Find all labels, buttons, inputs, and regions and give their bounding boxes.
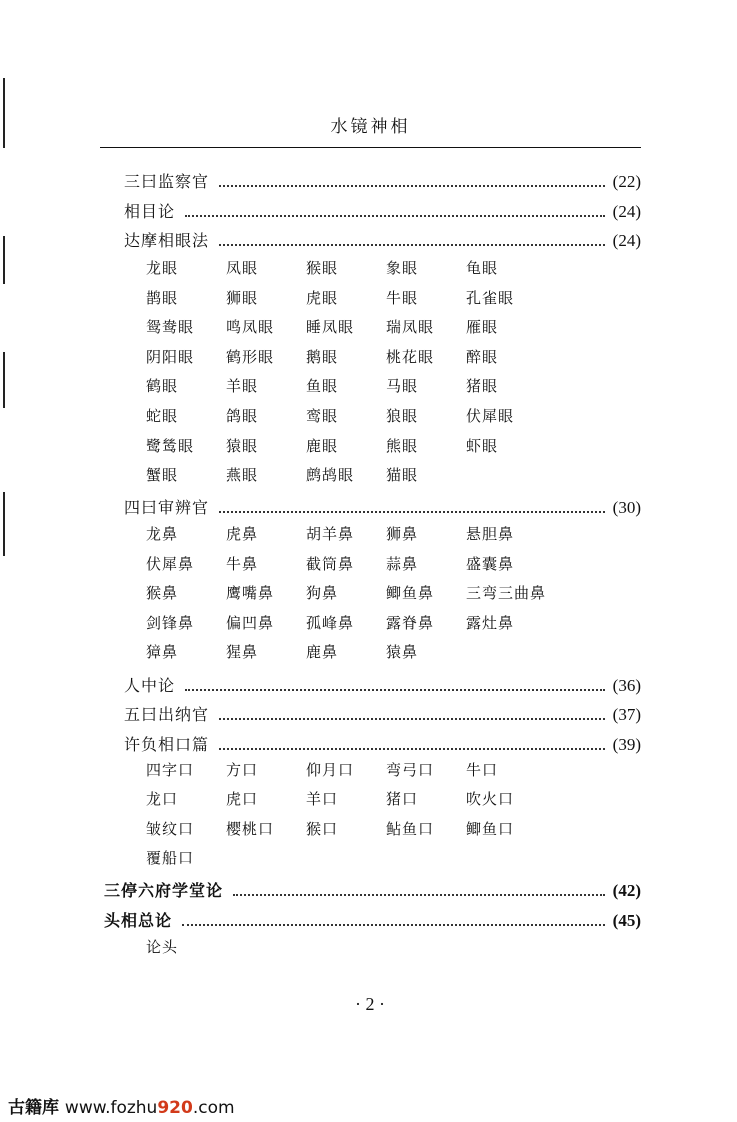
eye-type-row — [146, 315, 586, 339]
eye-type: 狼眼 — [386, 407, 419, 425]
toc-leader-dots — [185, 215, 605, 217]
mouth-type-row — [146, 758, 586, 782]
toc-entry — [104, 905, 641, 931]
nose-type: 露脊鼻 — [386, 613, 435, 632]
eye-type-row — [146, 345, 586, 369]
toc-leader-dots — [219, 244, 605, 246]
mouth-type: 猪口 — [386, 790, 419, 809]
toc-entry — [124, 699, 641, 725]
mouth-type: 牛口 — [466, 761, 499, 779]
eye-type-row — [146, 404, 586, 428]
eye-type: 虎眼 — [306, 288, 339, 307]
eye-type: 蛇眼 — [146, 407, 179, 425]
scan-edge-line — [3, 78, 5, 148]
nose-type: 猴鼻 — [146, 584, 179, 603]
eye-type: 熊眼 — [386, 436, 419, 455]
toc-page-number: (22) — [612, 172, 641, 191]
nose-type: 牛鼻 — [226, 554, 259, 573]
mouth-type: 樱桃口 — [226, 819, 275, 838]
eye-type: 马眼 — [386, 377, 419, 396]
nose-type: 虎鼻 — [226, 525, 259, 543]
toc-page-number: (39) — [612, 735, 641, 754]
nose-type: 蒜鼻 — [386, 554, 419, 573]
mouth-type: 羊口 — [306, 790, 339, 809]
eye-type: 鹅眼 — [306, 347, 339, 366]
mouth-type: 四字口 — [146, 761, 195, 779]
eye-type: 鹧鸪眼 — [306, 466, 355, 485]
toc-leader-dots — [219, 185, 605, 187]
eye-type: 猿眼 — [226, 436, 259, 455]
eye-type-row — [146, 286, 586, 310]
toc-leader-dots — [185, 689, 605, 691]
toc-leader-dots — [219, 718, 605, 720]
mouth-type: 鲇鱼口 — [386, 819, 435, 838]
eye-type: 鹤形眼 — [226, 347, 275, 366]
site-watermark — [8, 1093, 235, 1118]
nose-type: 猩鼻 — [226, 643, 259, 662]
toc-leader-dots — [182, 924, 605, 926]
mouth-type: 猴口 — [306, 819, 339, 838]
toc-entry-title: 达摩相眼法 — [124, 231, 210, 250]
nose-type: 狗鼻 — [306, 584, 339, 603]
eye-type: 鹿眼 — [306, 436, 339, 455]
toc-leader-dots — [219, 511, 605, 513]
toc-page-number: (37) — [612, 705, 641, 724]
eye-type: 醉眼 — [466, 347, 499, 366]
eye-type: 孔雀眼 — [466, 288, 515, 307]
eye-type-row — [146, 374, 586, 398]
eye-type: 伏犀眼 — [466, 407, 515, 425]
eye-type: 虾眼 — [466, 436, 499, 455]
toc-page-number: (42) — [612, 881, 641, 900]
toc-entry — [124, 225, 641, 251]
mouth-type: 龙口 — [146, 790, 179, 809]
eye-type: 蟹眼 — [146, 466, 179, 485]
mouth-type: 弯弓口 — [386, 761, 435, 779]
eye-type: 鹤眼 — [146, 377, 179, 396]
eye-type: 桃花眼 — [386, 347, 435, 366]
toc-page-number: (36) — [612, 676, 641, 695]
mouth-type-row — [146, 846, 586, 870]
watermark-domain-number: 920 — [157, 1098, 193, 1118]
nose-type: 鹿鼻 — [306, 643, 339, 662]
eye-type: 鸣凤眼 — [226, 318, 275, 337]
toc-page-number: (24) — [612, 202, 641, 221]
watermark-domain-prefix: www.fozhu — [64, 1098, 158, 1118]
nose-type: 孤峰鼻 — [306, 613, 355, 632]
mouth-type: 仰月口 — [306, 761, 355, 779]
toc-entry — [124, 166, 641, 192]
eye-type: 燕眼 — [226, 466, 259, 485]
eye-type: 鹭鸶眼 — [146, 436, 195, 455]
eye-type-row — [146, 463, 586, 487]
eye-type: 龟眼 — [466, 259, 499, 277]
eye-type: 狮眼 — [226, 288, 259, 307]
nose-type: 盛囊鼻 — [466, 554, 515, 573]
nose-type: 三弯三曲鼻 — [466, 584, 547, 603]
toc-entry — [104, 875, 641, 901]
eye-type: 鹊眼 — [146, 288, 179, 307]
toc-entry-title: 三曰监察官 — [124, 172, 210, 191]
mouth-type: 皱纹口 — [146, 819, 195, 838]
eye-type: 猪眼 — [466, 377, 499, 396]
toc-entry — [124, 196, 641, 222]
eye-type: 睡凤眼 — [306, 318, 355, 337]
nose-type: 獐鼻 — [146, 643, 179, 662]
toc-leader-dots — [219, 748, 605, 750]
nose-type-row — [146, 552, 586, 576]
eye-type: 牛眼 — [386, 288, 419, 307]
nose-type: 胡羊鼻 — [306, 525, 355, 543]
toc-page-number: (45) — [612, 911, 641, 930]
nose-type: 猿鼻 — [386, 643, 419, 662]
watermark-domain-suffix: .com — [192, 1098, 235, 1118]
eye-type: 凤眼 — [226, 259, 259, 277]
eye-type: 象眼 — [386, 259, 419, 277]
eye-type: 雁眼 — [466, 318, 499, 337]
nose-type-row — [146, 522, 586, 546]
toc-entry-title: 四曰审辨官 — [124, 498, 210, 517]
nose-type: 偏凹鼻 — [226, 613, 275, 632]
eye-type: 阴阳眼 — [146, 347, 195, 366]
eye-type: 龙眼 — [146, 259, 179, 277]
nose-type: 鲫鱼鼻 — [386, 584, 435, 603]
toc-entry-title: 头相总论 — [104, 911, 173, 930]
toc-entry-title: 相目论 — [124, 202, 176, 221]
nose-type: 龙鼻 — [146, 525, 179, 543]
mouth-type-row — [146, 817, 586, 841]
eye-type-row — [146, 256, 586, 280]
toc-page-number: (30) — [612, 498, 641, 517]
eye-type: 鸽眼 — [226, 407, 259, 425]
eye-type: 瑞凤眼 — [386, 318, 435, 337]
eye-type-row — [146, 434, 586, 458]
eye-type: 猫眼 — [386, 466, 419, 485]
mouth-type: 方口 — [226, 761, 259, 779]
nose-type: 伏犀鼻 — [146, 554, 195, 573]
eye-type: 羊眼 — [226, 377, 259, 396]
head-type: 论头 — [146, 938, 179, 956]
nose-type: 狮鼻 — [386, 525, 419, 543]
nose-type-row — [146, 640, 586, 664]
page-number: · 2 · — [355, 994, 385, 1014]
eye-type: 鱼眼 — [306, 377, 339, 396]
header-rule — [100, 147, 641, 148]
eye-type: 鸾眼 — [306, 407, 339, 425]
nose-type: 鹰嘴鼻 — [226, 584, 275, 603]
scan-edge-line — [3, 492, 5, 556]
scan-edge-line — [3, 236, 5, 284]
nose-type: 截筒鼻 — [306, 554, 355, 573]
nose-type: 剑锋鼻 — [146, 613, 195, 632]
eye-type: 猴眼 — [306, 259, 339, 277]
toc-entry — [124, 729, 641, 755]
mouth-type: 吹火口 — [466, 790, 515, 809]
nose-type-row — [146, 611, 586, 635]
nose-type: 露灶鼻 — [466, 613, 515, 632]
toc-entry-title: 许负相口篇 — [124, 735, 210, 754]
nose-type-row — [146, 581, 586, 605]
toc-leader-dots — [233, 894, 605, 896]
toc-page-number: (24) — [612, 231, 641, 250]
mouth-type: 虎口 — [226, 790, 259, 809]
mouth-type: 鲫鱼口 — [466, 819, 515, 838]
toc-entry-title: 人中论 — [124, 676, 176, 695]
running-header: 水镜神相 — [330, 117, 411, 137]
toc-entry-title: 五曰出纳官 — [124, 705, 210, 724]
scan-edge-line — [3, 352, 5, 408]
mouth-type: 覆船口 — [146, 849, 195, 868]
nose-type: 悬胆鼻 — [466, 525, 515, 543]
eye-type: 鸳鸯眼 — [146, 318, 195, 337]
watermark-site-name: 古籍库 — [8, 1098, 65, 1118]
toc-entry — [124, 492, 641, 518]
mouth-type-row — [146, 787, 586, 811]
toc-entry — [124, 670, 641, 696]
toc-entry-title: 三停六府学堂论 — [104, 881, 224, 900]
